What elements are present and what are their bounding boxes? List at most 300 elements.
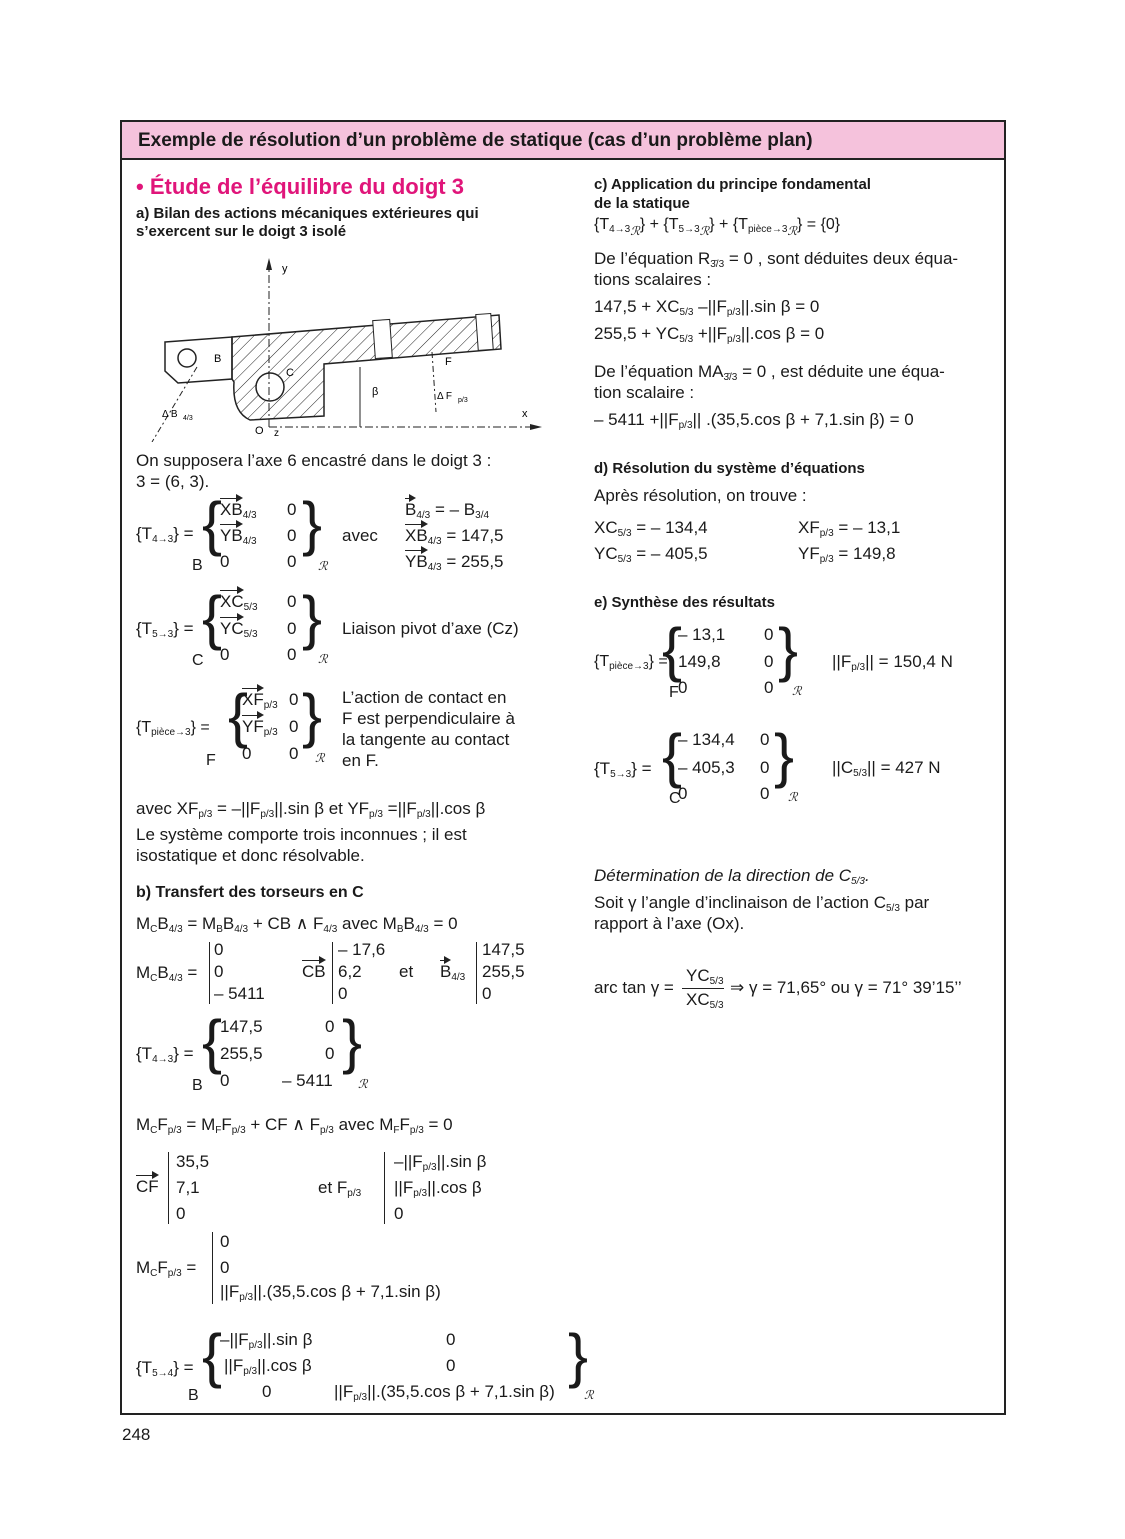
math-text — [594, 866, 870, 887]
math-text: et F — [318, 1178, 348, 1197]
math-text: } = — [173, 619, 194, 638]
math-text: = 0 , sont déduites deux équa- — [724, 249, 959, 268]
math-text: || .(35,5.cos β + 7,1.sin β) = 0 — [692, 410, 914, 429]
math-text — [798, 518, 900, 539]
math-text: 0 — [242, 744, 252, 763]
math-text: – 405,3 — [678, 758, 735, 777]
math-text: p/3 — [422, 1162, 437, 1173]
math-text — [594, 249, 958, 270]
math-text: } = — [173, 1044, 194, 1063]
math-text — [686, 966, 724, 987]
mcb-equation — [136, 914, 458, 935]
math-text: 3̄/3 — [723, 372, 738, 383]
section-d-title: d) Résolution du système d’équations — [594, 460, 865, 477]
math-text — [832, 652, 953, 673]
math-text: arc tan γ = — [594, 978, 674, 997]
math-text — [594, 893, 929, 914]
math-text: = – 134,4 — [631, 518, 708, 537]
math-text: – 5411 — [282, 1071, 333, 1090]
math-text: F — [157, 1115, 168, 1134]
math-text: {T — [136, 1358, 153, 1377]
math-text: } = — [631, 759, 652, 778]
math-text: 0 — [760, 784, 770, 803]
math-text: De l’équation MA — [594, 362, 724, 381]
math-text: 0 — [220, 645, 230, 664]
brace: } — [302, 490, 323, 557]
vector-bar — [476, 942, 477, 1004]
math-text: 0 — [678, 784, 688, 803]
math-text: avec M — [337, 914, 397, 933]
math-text: 0 — [262, 1382, 272, 1401]
label-x: x — [522, 408, 528, 420]
math-text: C — [192, 652, 204, 669]
math-text: 5/3 — [617, 528, 632, 539]
math-text: XF — [798, 518, 820, 537]
math-text: 0 — [446, 1356, 456, 1375]
math-text: tions scalaires : — [594, 270, 712, 289]
math-text: {T — [136, 1044, 153, 1063]
math-text — [832, 758, 941, 779]
math-text: 4→3 — [152, 534, 174, 545]
math-text: p/3 — [260, 809, 275, 820]
math-text: 4/3 — [183, 415, 193, 422]
section-c-title: c) Application du principe fondamental — [594, 176, 871, 193]
math-text: 0 — [214, 940, 224, 959]
math-text: – 17,6 — [338, 940, 386, 959]
math-text: ||F — [832, 652, 852, 671]
math-text: la tangente au contact — [342, 730, 510, 749]
math-text: F — [399, 1115, 410, 1134]
math-text: || = 427 N — [867, 758, 941, 777]
math-text: 255,5 — [482, 962, 525, 981]
math-text: –||F — [220, 1330, 249, 1349]
mcf-equation — [136, 1115, 453, 1136]
vector-bar — [384, 1152, 385, 1224]
math-text: ℛ — [699, 224, 710, 238]
math-text — [594, 410, 914, 431]
math-text: 0 — [220, 1258, 230, 1277]
math-text: 4→3 — [609, 224, 631, 235]
math-text: } + {T — [709, 216, 748, 233]
math-text: F — [393, 1125, 400, 1136]
math-text: p/3 — [231, 1125, 246, 1136]
math-text: p/3 — [347, 1188, 362, 1199]
math-text — [594, 518, 708, 539]
math-text: – 5411 +||F — [594, 410, 679, 429]
math-text: 3 = (6, 3). — [136, 472, 210, 491]
math-text: pièce→3 — [747, 224, 788, 235]
math-text: ℛ — [315, 751, 325, 765]
vector-bar — [168, 1152, 169, 1224]
math-text: 0 — [289, 744, 299, 763]
math-text: } = — [173, 1358, 194, 1377]
math-text: B — [222, 914, 235, 933]
math-text: F — [157, 1258, 168, 1277]
math-text: = 0 , est déduite une équa- — [737, 362, 945, 381]
math-text: – 13,1 — [678, 625, 726, 644]
math-text: p/3 — [243, 1366, 258, 1377]
vector-bar — [332, 942, 333, 1004]
math-text: 4/3 — [168, 924, 183, 935]
math-text: XB — [405, 526, 428, 545]
math-text: p/3 — [819, 554, 834, 565]
math-text: p/3 — [416, 809, 431, 820]
math-text: . — [864, 866, 870, 885]
math-text: p/3 — [248, 1340, 263, 1351]
math-text: 4/3 — [414, 924, 429, 935]
math-text: 0 — [220, 552, 230, 571]
math-text: {T — [136, 524, 153, 543]
math-text: 0 — [287, 619, 297, 638]
math-text: 7,1 — [176, 1178, 200, 1197]
math-text: 0 — [764, 625, 774, 644]
math-text: – 134,4 — [678, 730, 735, 749]
math-text: B — [192, 1077, 203, 1094]
math-text: 4/3 — [234, 924, 249, 935]
math-text: 4→3 — [152, 1054, 174, 1065]
math-text: 5/3 — [851, 876, 865, 887]
math-text: 5/3 — [617, 554, 632, 565]
math-text — [220, 619, 258, 640]
brace: { — [202, 490, 223, 557]
label-y: y — [282, 263, 288, 275]
math-text: YF — [242, 717, 264, 736]
vector-bar — [212, 1232, 213, 1304]
math-text — [220, 1330, 312, 1351]
math-text: 0 — [176, 1204, 186, 1223]
math-text: = 147,5 — [441, 526, 504, 545]
label-b: B — [214, 353, 222, 365]
label-delta-b: Δ B — [162, 409, 178, 420]
math-text: ||F — [394, 1178, 414, 1197]
lever-hatched-body — [232, 315, 501, 420]
math-text: 0 — [760, 758, 770, 777]
math-text: B — [396, 924, 404, 935]
math-text: = 0 — [423, 1115, 453, 1134]
math-text: M — [136, 1115, 151, 1134]
math-text: + CF ∧ F — [245, 1115, 320, 1134]
math-text: 0 — [338, 984, 348, 1003]
math-text: ||.cos β — [427, 1178, 482, 1197]
math-text: 5/3 — [243, 629, 258, 640]
math-text: p/3 — [263, 700, 278, 711]
math-text: 0 — [287, 500, 297, 519]
math-text — [530, 424, 542, 430]
suppose-text: On supposera l’axe 6 encastré dans le doigt 3 : — [136, 451, 492, 470]
math-text: = 0 — [428, 914, 458, 933]
math-text: } + {T — [639, 216, 679, 233]
math-text — [594, 362, 945, 383]
math-text: de la statique — [594, 195, 690, 212]
vector-bar — [209, 942, 210, 1004]
math-text — [594, 544, 708, 565]
math-text: ||F — [224, 1356, 244, 1375]
math-text: L’action de contact en — [342, 688, 507, 707]
content-frame — [120, 120, 1006, 1415]
math-text: p/3 — [819, 528, 834, 539]
math-text: 4/3 — [416, 510, 431, 521]
brace: } — [302, 682, 323, 749]
math-text — [594, 653, 668, 672]
math-text — [242, 690, 278, 711]
math-text: B — [440, 962, 452, 981]
math-text: 0 — [287, 526, 297, 545]
math-text: 149,8 — [678, 652, 721, 671]
math-text: et — [399, 962, 414, 981]
math-text: 0 — [220, 1071, 230, 1090]
brace: { — [228, 682, 249, 749]
math-text: YC — [594, 544, 618, 563]
math-text: ||.sin β — [262, 1330, 313, 1349]
math-text: p/3 — [409, 1125, 424, 1136]
math-text: 0 — [287, 645, 297, 664]
math-text: Détermination de la direction de C — [594, 866, 852, 885]
math-text: 0 — [394, 1204, 404, 1223]
math-text: YF — [798, 544, 820, 563]
doigt-figure — [142, 252, 562, 442]
math-text: 0 — [760, 730, 770, 749]
math-text: isostatique et donc résolvable. — [136, 846, 365, 865]
math-text: B — [403, 914, 415, 933]
math-text: C — [669, 790, 681, 807]
math-text — [594, 759, 652, 780]
math-text: {T — [594, 759, 611, 778]
math-text: – 5411 — [214, 984, 265, 1003]
page-number: 248 — [122, 1425, 151, 1444]
math-text: = 255,5 — [441, 552, 504, 571]
math-text: 4/3 — [168, 973, 183, 984]
math-text — [405, 500, 489, 521]
math-text: F — [206, 752, 216, 769]
math-text: ℛ — [358, 1077, 368, 1091]
math-text: p/3 — [319, 1125, 334, 1136]
math-text: C — [150, 973, 158, 984]
math-text: Liaison pivot d’axe (Cz) — [342, 619, 519, 638]
math-text: pièce→3 — [609, 661, 649, 672]
math-text: $M_CB_{4/3}$ = — [136, 963, 198, 984]
math-text — [594, 324, 824, 345]
math-text: 0 — [764, 652, 774, 671]
math-text: ℛ — [787, 224, 797, 238]
math-text — [220, 592, 258, 613]
math-text: M — [136, 963, 151, 982]
math-text: tion scalaire : — [594, 383, 695, 402]
brace: } — [778, 616, 799, 683]
math-text: 5→3 — [152, 629, 174, 640]
math-text: p/3 — [458, 397, 468, 404]
math-text: ||F — [220, 1282, 240, 1301]
label-f: F — [445, 356, 452, 368]
brace: { — [202, 1008, 223, 1075]
math-text — [220, 526, 257, 547]
math-text: B — [157, 914, 169, 933]
section-b-title: b) Transfert des torseurs en C — [136, 884, 364, 901]
label-o: O — [255, 425, 264, 437]
math-text: = M — [182, 914, 217, 933]
math-text: p/3 — [239, 1292, 254, 1303]
math-text — [334, 1382, 555, 1403]
math-text: CB — [302, 962, 326, 981]
math-text: De l’équation R — [594, 249, 711, 268]
math-text — [440, 962, 465, 983]
math-text: 5/3 — [709, 976, 724, 987]
math-text: p/3 — [353, 1392, 368, 1403]
math-text: p/3 — [851, 662, 866, 673]
math-text: M — [136, 1258, 151, 1277]
math-text: + CB ∧ F — [248, 914, 324, 933]
math-text: 0 — [325, 1044, 335, 1063]
math-text: = M — [181, 1115, 216, 1134]
math-text: ℛ — [792, 684, 802, 698]
math-text: || = 150,4 N — [865, 652, 953, 671]
math-text: 147,5 — [220, 1017, 263, 1036]
math-text: $M_CF_{p/3}$ = — [136, 1258, 197, 1279]
math-text: p/3 — [727, 334, 741, 345]
math-text — [798, 544, 896, 565]
math-text: {T — [594, 653, 610, 670]
section-a-title: a) Bilan des actions mécaniques extérieures qui s’exercent sur le doigt 3 isolé — [136, 205, 479, 240]
math-text: 0 — [289, 717, 299, 736]
math-text: 0 — [482, 984, 492, 1003]
torseur-t43 — [136, 524, 194, 545]
math-text: 0 — [764, 678, 774, 697]
math-text: XC — [686, 990, 710, 1009]
torseur-tp3 — [136, 719, 210, 738]
math-text: ||.(35,5.cos β + 7,1.sin β) — [367, 1382, 555, 1401]
math-text: XC — [594, 518, 618, 537]
math-text — [394, 1178, 482, 1199]
math-text — [220, 500, 257, 521]
math-text — [686, 990, 724, 1011]
pin-c — [256, 373, 284, 401]
math-text: 255,5 — [220, 1044, 263, 1063]
math-text: 4/3 — [242, 510, 257, 521]
math-text: ||F — [334, 1382, 354, 1401]
math-text: } = {0} — [796, 216, 841, 233]
math-text: {T — [136, 719, 152, 736]
math-text: ℛ — [318, 559, 328, 573]
math-text — [476, 313, 493, 350]
math-text: F — [221, 1115, 232, 1134]
math-text: 5/3 — [853, 768, 868, 779]
torseur-t53 — [136, 619, 194, 640]
math-text — [405, 526, 504, 547]
math-text: Après résolution, on trouve : — [594, 486, 807, 505]
math-text — [302, 962, 326, 982]
math-text: 147,5 — [482, 940, 525, 959]
math-text: YC — [686, 966, 710, 985]
brace: } — [568, 1322, 589, 1389]
math-text: } = — [648, 653, 668, 670]
math-text: F est perpendiculaire à — [342, 709, 515, 728]
label-z: z — [274, 428, 279, 439]
math-text: 5→3 — [678, 224, 700, 235]
math-text: p/3 — [167, 1125, 182, 1136]
math-text: 4/3 — [451, 972, 466, 983]
math-text — [682, 988, 724, 989]
math-text: p/3 — [413, 1188, 428, 1199]
math-text: ||.sin β — [436, 1152, 487, 1171]
math-text: 0 — [325, 1017, 335, 1036]
math-text — [405, 552, 504, 573]
banner-title: Exemple de résolution d’un problème de statique (cas d’un problème plan) — [122, 122, 1004, 160]
math-text: = – B — [430, 500, 476, 519]
math-text: 5→3 — [610, 769, 632, 780]
math-text: 5/3 — [243, 602, 258, 613]
math-text: ||C — [832, 758, 854, 777]
math-text — [136, 1177, 159, 1197]
pin-b — [178, 349, 196, 367]
math-text: p/3 — [198, 809, 213, 820]
pfs-equation — [594, 216, 840, 238]
math-text: 4/3 — [242, 536, 257, 547]
math-text: F — [215, 1125, 222, 1136]
math-text: 3̄/3 — [710, 259, 725, 270]
math-text: par — [899, 893, 930, 912]
math-text: 5/3 — [709, 1000, 724, 1011]
math-text: = – 405,5 — [631, 544, 708, 563]
math-text: ||.cos β — [257, 1356, 312, 1375]
brace: { — [662, 616, 683, 683]
math-text: 255,5 + YC — [594, 324, 680, 343]
math-text: C — [150, 1268, 158, 1279]
math-text: 147,5 + XC — [594, 297, 680, 316]
math-text: 0 — [446, 1330, 456, 1349]
math-text: B — [216, 924, 223, 935]
math-text: avec — [342, 526, 378, 545]
torseur-t54 — [136, 1358, 194, 1379]
math-text: ||.(35,5.cos β + 7,1.sin β) — [253, 1282, 441, 1301]
math-text: {T — [136, 619, 153, 638]
math-text: 4/3 — [323, 924, 338, 935]
math-text: 0 — [220, 1232, 230, 1251]
math-text — [266, 258, 272, 270]
math-text: F — [669, 684, 679, 701]
brace: } — [774, 722, 795, 789]
math-text: C — [150, 1125, 158, 1136]
math-text: C — [150, 924, 158, 935]
math-text: p/3 — [263, 727, 278, 738]
math-text: YB — [220, 526, 243, 545]
avec-line — [136, 799, 485, 820]
math-text: p/3 — [726, 307, 741, 318]
math-text: =||F — [382, 799, 417, 818]
brace: { — [662, 722, 683, 789]
math-text: 5/3 — [886, 903, 900, 914]
math-text: –||F — [394, 1152, 423, 1171]
math-text: 35,5 — [176, 1152, 210, 1171]
math-text: avec M — [333, 1115, 394, 1134]
brace: { — [202, 584, 223, 651]
math-text: B — [157, 963, 169, 982]
math-text: CF — [136, 1177, 159, 1196]
math-text: p/3 — [678, 420, 693, 431]
math-text: = – 13,1 — [833, 518, 901, 537]
math-text — [373, 319, 393, 358]
math-text: = –||F — [212, 799, 261, 818]
math-text: {T — [594, 216, 610, 233]
math-text: 0 — [287, 552, 297, 571]
math-text: B — [405, 500, 417, 519]
label-c: C — [286, 367, 294, 379]
math-text: 0 — [289, 690, 299, 709]
math-text: = 149,8 — [833, 544, 896, 563]
math-text: 4/3 — [427, 562, 442, 573]
math-text — [394, 1152, 486, 1173]
math-text — [224, 1356, 312, 1377]
label-delta-f: Δ F — [437, 391, 453, 402]
math-text: B — [188, 1387, 199, 1404]
